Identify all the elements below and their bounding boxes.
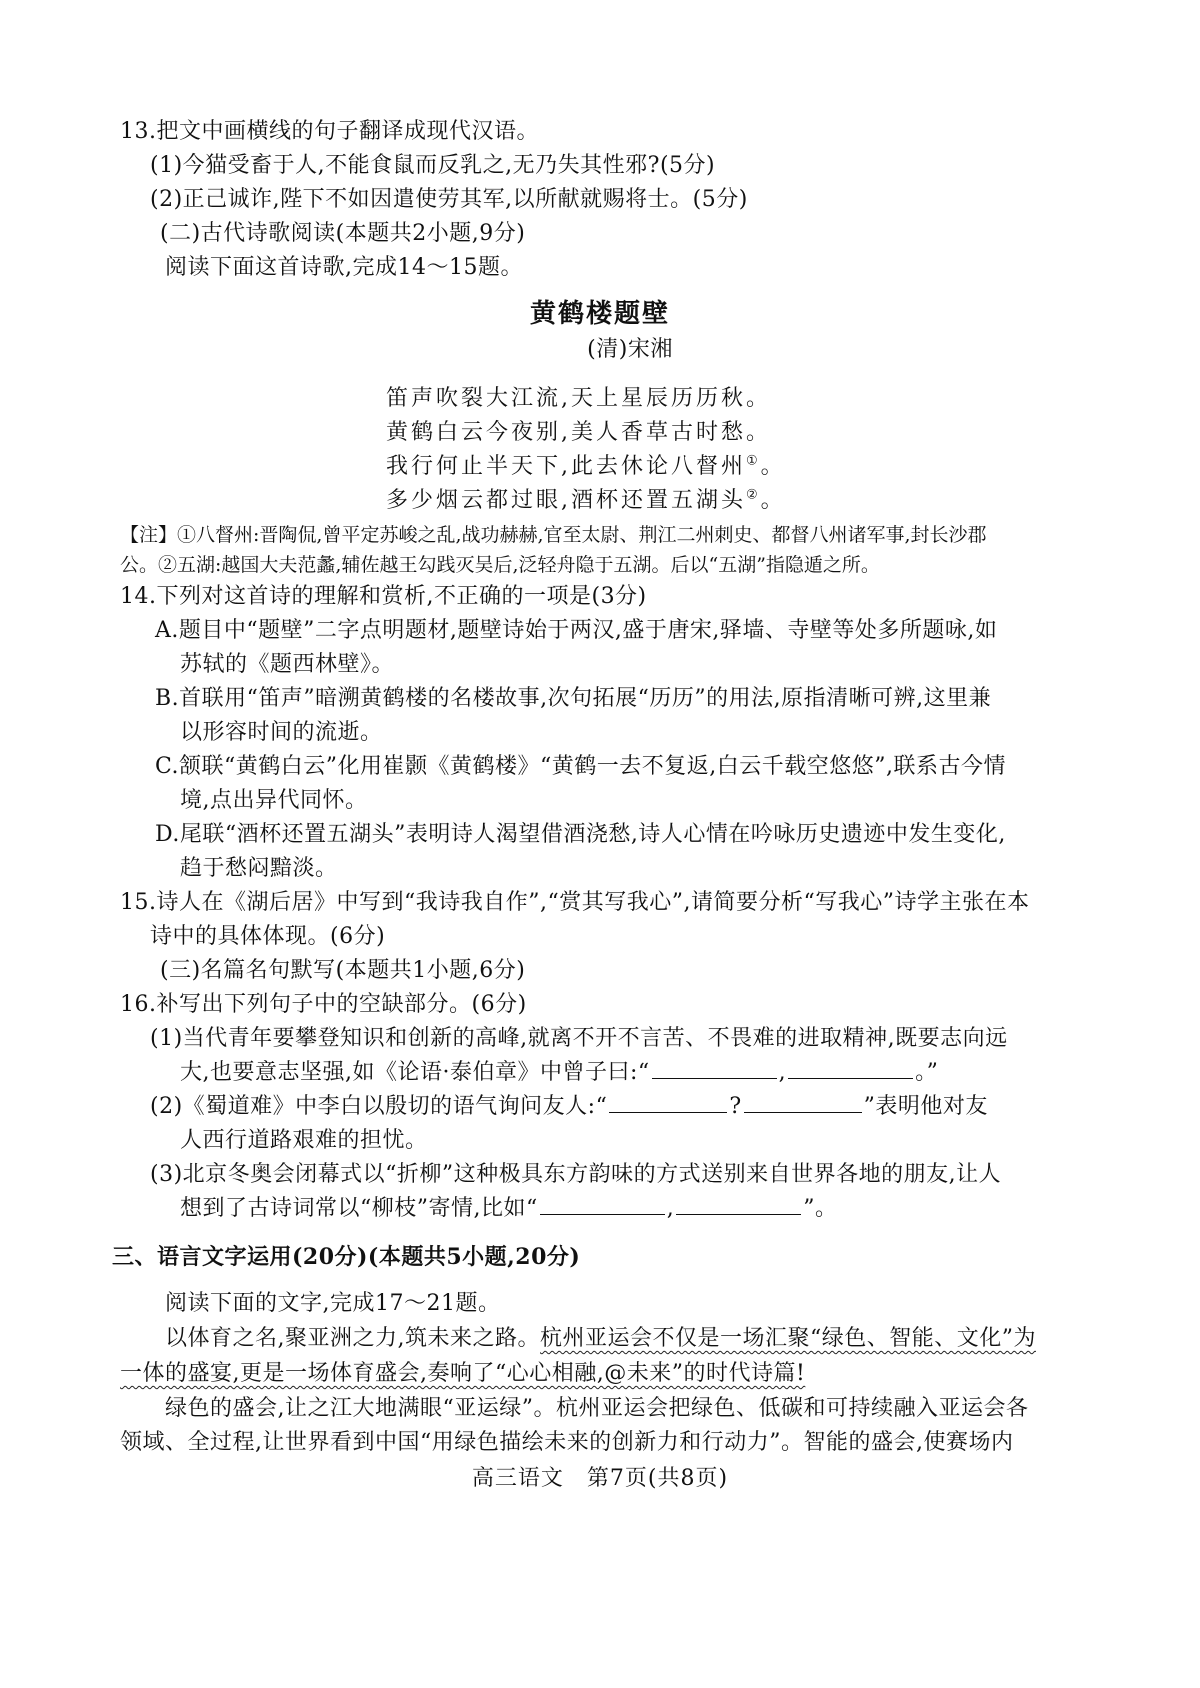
- q14-option-b-cont: 以形容时间的流逝。: [180, 720, 383, 745]
- q14-option-c-cont: 境,点出异代同怀。: [180, 788, 368, 813]
- answer-blank[interactable]: [788, 1060, 913, 1079]
- footnote-mark-1: ①: [746, 453, 761, 469]
- q16-item-2: (2)《蜀道难》中李白以殷切的语气询问友人:“ ? ”表明他对友: [150, 1094, 988, 1119]
- footnote-mark-2: ②: [746, 487, 761, 503]
- q16-stem: 16.补写出下列句子中的空缺部分。(6分): [120, 992, 527, 1017]
- q14-option-d-cont: 趋于愁闷黯淡。: [180, 856, 338, 881]
- q16-item-2-cont: 人西行道路艰难的担忧。: [180, 1128, 428, 1153]
- part3-heading: (三)名篇名句默写(本题共1小题,6分): [160, 958, 526, 983]
- poem-line-4: 多少烟云都过眼,酒杯还置五湖头②。: [386, 487, 786, 513]
- answer-blank[interactable]: [609, 1094, 727, 1113]
- poem-line-2: 黄鹤白云今夜别,美人香草古时愁。: [386, 420, 771, 445]
- poem-author: (清)宋湘: [587, 337, 673, 362]
- q16-item-1-cont: 大,也要意志坚强,如《论语·泰伯章》中曾子曰:“ , 。”: [180, 1060, 939, 1085]
- answer-blank[interactable]: [540, 1196, 665, 1215]
- q14-option-d: D.尾联“酒杯还置五湖头”表明诗人渴望借酒浇愁,诗人心情在吟咏历史遗迹中发生变化,: [155, 822, 1006, 847]
- wavy-underlined-text: 杭州亚运会不仅是一场汇聚“绿色、智能、文化”为: [540, 1326, 1036, 1351]
- passage-para-2-cont: 领域、全过程,让世界看到中国“用绿色描绘未来的创新力和行动力”。智能的盛会,使赛场内: [120, 1430, 1014, 1455]
- q14-stem: 14.下列对这首诗的理解和赏析,不正确的一项是(3分): [120, 584, 647, 609]
- poem-note-line-2: 公。②五湖:越国大夫范蠡,辅佐越王勾践灭吴后,泛轻舟隐于五湖。后以“五湖”指隐遁之所。: [120, 554, 880, 576]
- poem-line-3: 我行何止半天下,此去休论八督州①。: [386, 453, 786, 479]
- answer-blank[interactable]: [744, 1094, 862, 1113]
- q13-sentence-2: (2)正己诚诈,陛下不如因遣使劳其军,以所献就赐将士。(5分): [150, 187, 748, 212]
- answer-blank[interactable]: [652, 1060, 777, 1079]
- q15-stem: 15.诗人在《湖后居》中写到“我诗我自作”,“赏其写我心”,请简要分析“写我心”诗学主张在本: [120, 890, 1030, 915]
- poem-title: 黄鹤楼题壁: [529, 299, 670, 329]
- part2-intro: 阅读下面这首诗歌,完成14～15题。: [165, 255, 523, 280]
- q14-option-a-cont: 苏轼的《题西林壁》。: [180, 652, 395, 677]
- q16-item-1: (1)当代青年要攀登知识和创新的高峰,就离不开不言苦、不畏难的进取精神,既要志向远: [150, 1026, 1008, 1051]
- q15-stem-cont: 诗中的具体体现。(6分): [150, 924, 386, 949]
- section3-heading: 三、语言文字运用(20分)(本题共5小题,20分): [112, 1244, 581, 1270]
- q13-sentence-1: (1)今猫受畜于人,不能食鼠而反乳之,无乃失其性邪?(5分): [150, 153, 716, 178]
- q16-item-3-cont: 想到了古诗词常以“柳枝”寄情,比如“ , ”。: [180, 1196, 838, 1221]
- q16-item-3: (3)北京冬奥会闭幕式以“折柳”这种极具东方韵味的方式送别来自世界各地的朋友,让人: [150, 1162, 1002, 1187]
- poem-note-line-1: 【注】①八督州:晋陶侃,曾平定苏峻之乱,战功赫赫,官至太尉、荆江二州刺史、都督八州诸军事,封长沙郡: [120, 524, 987, 546]
- passage-para-1: 以体育之名,聚亚洲之力,筑未来之路。杭州亚运会不仅是一场汇聚“绿色、智能、文化”为: [165, 1326, 1036, 1351]
- wavy-underlined-text: 一体的盛宴,更是一场体育盛会,奏响了“心心相融,@未来”的时代诗篇!: [120, 1361, 806, 1386]
- part2-heading: (二)古代诗歌阅读(本题共2小题,9分): [160, 221, 526, 246]
- q14-option-a: A.题目中“题壁”二字点明题材,题壁诗始于两汉,盛于唐宋,驿墙、寺壁等处多所题咏,如: [155, 618, 998, 643]
- passage-para-2: 绿色的盛会,让之江大地满眼“亚运绿”。杭州亚运会把绿色、低碳和可持续融入亚运会各: [165, 1396, 1029, 1421]
- q14-option-c: C.颔联“黄鹤白云”化用崔颢《黄鹤楼》“黄鹤一去不复返,白云千载空悠悠”,联系古今情: [155, 754, 1007, 779]
- passage-para-1-cont: [120, 1360, 805, 1388]
- poem-line-1: 笛声吹裂大江流,天上星辰历历秋。: [386, 386, 771, 411]
- q14-option-b: B.首联用“笛声”暗溯黄鹤楼的名楼故事,次句拓展“历历”的用法,原指清晰可辨,这里兼: [155, 686, 992, 711]
- page-footer: 高三语文 第7页(共8页): [471, 1466, 729, 1491]
- q13-stem: 13.把文中画横线的句子翻译成现代汉语。: [120, 119, 539, 144]
- answer-blank[interactable]: [676, 1196, 801, 1215]
- section3-intro: 阅读下面的文字,完成17～21题。: [165, 1291, 501, 1316]
